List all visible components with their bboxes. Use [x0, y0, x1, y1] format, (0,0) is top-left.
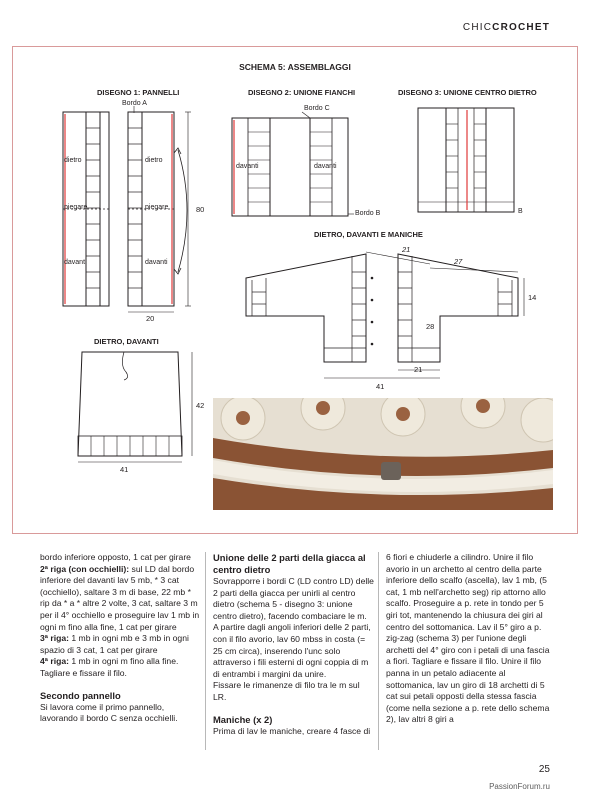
drawing2-label-2: davanti	[314, 163, 337, 170]
drawing1-right-label-1: dietro	[145, 157, 163, 164]
row3-text: 1 mb in ogni mb e 3 mb in ogni spazio di 3 cat, 1 cat per girare	[40, 633, 189, 655]
drawing2-label-1: davanti	[236, 163, 259, 170]
col3-text: 6 fiori e chiuderle a cilindro. Unire il filo avorio in un archetto al centro della parte inferiore dello scalfo (ascella), lav 1 mb, (5 cat, 1 mb nell'archetto seg) rip attorno allo scalfo. Proseguire a p. rete in tondo per 5 giri tot, mantenendo la chiusura dei giri al centro del sottomanica. Lav il 5° giro a p. zig-zag (schema 3) per l'unione degli archetti del 4° giro con i petali di una fascia a fiori. Tagliare e fissare il filo. Unire il filo panna in un petalo adiacente al sottomanica, lav un giro di 18 archetti di 5 cat sui petali opposti della stessa fascia (come nella sezione a p. rete dello schema 2), lav altri 8 giri a	[386, 552, 550, 725]
drawing3-bordo: B	[518, 208, 523, 215]
schema-title: SCHEMA 5: ASSEMBLAGGI	[239, 62, 351, 72]
jacket-right	[398, 254, 518, 362]
col2-text1: Sovrapporre i bordi C (LD contro LD) delle 2 parti della giacca per unirli al centro dietro (schema 5 - disegno 3: unione centro dietro), facendo combaciare le m.	[213, 576, 374, 621]
dim-top-21: 21	[402, 245, 411, 254]
drawing1-width: 20	[146, 314, 155, 323]
drawing2-bordo-bottom: Bordo B	[355, 210, 381, 217]
back-join	[418, 108, 514, 212]
column-3	[386, 552, 550, 726]
dim-sleeve-27: 27	[454, 257, 463, 266]
col1-row4	[40, 656, 202, 679]
row2-text: sul LD dal bordo inferiore del davanti lav 5 mb, * 3 cat (occhiello), saltare 3 m di base, 22 mb * rip da * a * altre 2 volte, 3 cat, saltare 3 m per il 4° occhiello e proseguire lav 1 mb in ogni m fino alla fine, 1 cat per girare	[40, 563, 200, 632]
drawing3-title: DISEGNO 3: UNIONE CENTRO DIETRO	[398, 88, 537, 97]
drawing1-title: DISEGNO 1: PANNELLI	[97, 88, 180, 97]
drawing5-height: 42	[196, 401, 205, 410]
drawing1-bordo: Bordo A	[122, 100, 147, 107]
dim-hem-21: 21	[414, 365, 423, 374]
watermark: PassionForum.ru	[489, 782, 550, 791]
drawing1-right-label-3: davanti	[145, 259, 168, 266]
jacket-left	[246, 254, 366, 362]
col2-text2: A partire dagli angoli inferiori delle 2 parti, con il filo avorio, lav 60 mbss in costa (= 25 cm circa), inserendo l'unc solo attraverso i fili esterni di ogni coppia di m di entrambi i margini da unire.	[213, 622, 371, 679]
drawing1-right-label-2: piegare	[145, 204, 169, 211]
col2-section-title: Maniche (x 2)	[213, 713, 273, 725]
dim-width-41: 41	[376, 382, 385, 391]
page-number: 25	[538, 764, 550, 775]
drawing1-left-label-3: davanti	[64, 259, 87, 266]
col1-section-text: Si lavora come il primo pannello, lavorando il bordo C senza occhielli.	[40, 701, 178, 724]
col2-title: Unione delle 2 parti della giacca al centro dietro	[213, 552, 366, 575]
drawing5-title: DIETRO, DAVANTI	[94, 337, 159, 346]
drawing5-width: 41	[120, 465, 129, 474]
text-columns	[40, 552, 550, 762]
col1-intro: bordo inferiore opposto, 1 cat per girare	[40, 552, 191, 562]
dim-body-28: 28	[426, 322, 435, 331]
row3-label: 3ª riga:	[40, 633, 69, 644]
drawing4-title: DIETRO, DAVANTI E MANICHE	[314, 230, 423, 239]
dim-cuff-14: 14	[528, 293, 537, 302]
col1-row2	[40, 564, 202, 634]
column-divider-1	[205, 552, 206, 750]
crochet-photo	[213, 398, 553, 510]
row2-label: 2ª riga (con occhielli):	[40, 563, 130, 574]
col1-row3	[40, 633, 202, 656]
column-divider-2	[378, 552, 379, 750]
row4-label: 4ª riga:	[40, 656, 69, 667]
col2-section-text: Prima di lav le maniche, creare 4 fasce di	[213, 725, 371, 736]
drawing2-title: DISEGNO 2: UNIONE FIANCHI	[248, 88, 356, 97]
drawing1-left-label-2: piegare	[64, 204, 88, 211]
column-2	[213, 552, 375, 737]
col2-text3: Fissare le rimanenze di filo tra le m sul LR.	[213, 680, 360, 702]
col1-section-title: Secondo pannello	[40, 689, 121, 701]
brand-light: CHIC	[462, 22, 493, 33]
column-1	[40, 552, 202, 725]
drawing2-bordo-top: Bordo C	[304, 105, 330, 112]
row4-text: 1 mb in ogni m fino alla fine. Tagliare e fissare il filo.	[40, 656, 179, 678]
drawing1-height: 80	[196, 205, 205, 214]
drawing1-left-label-1: dietro	[64, 157, 82, 164]
brand-bold: CROCHET	[492, 22, 550, 33]
